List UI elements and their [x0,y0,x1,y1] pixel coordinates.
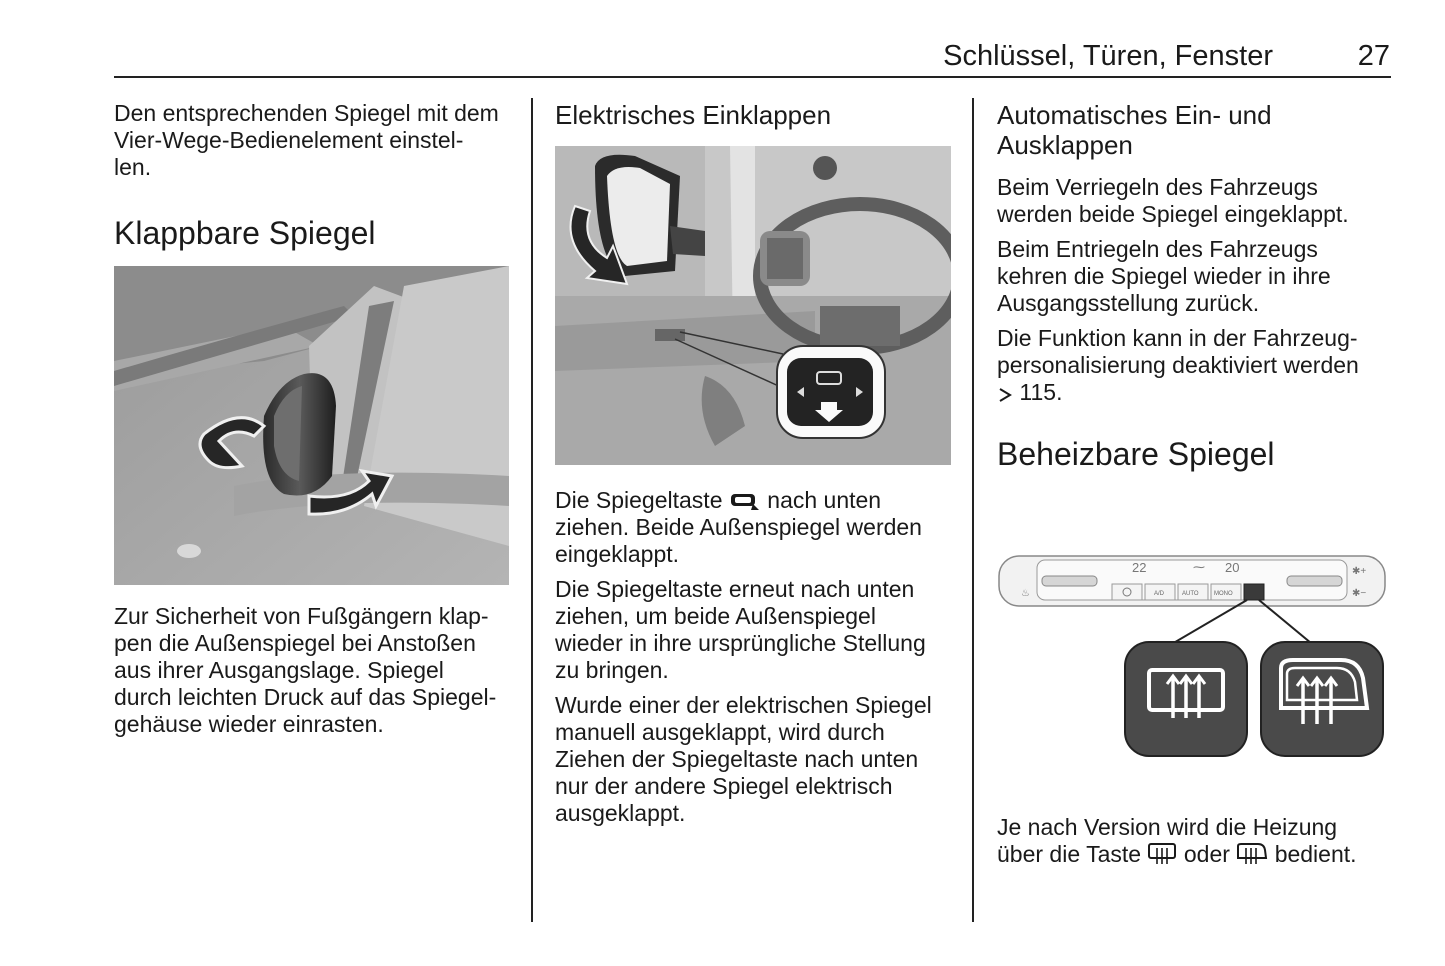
electric-folding-paragraph-2: Die Spiegeltaste erneut nach unten ziehen, um beide Außenspiegel wieder in ihre ursprüngliche Stellung zu bringen. [555,576,926,683]
illustration-electric-folding [555,146,955,465]
column-3 [997,100,1391,876]
section-heading-heated-mirrors: Beheizbare Spiegel [997,436,1275,472]
panel-temp-right: 20 [1225,560,1240,575]
page-reference[interactable]: 115 [1019,379,1057,405]
panel-temp-left: 22 [1132,560,1147,575]
rear-window-heat-icon [1147,842,1177,866]
auto-folding-paragraph-2: Beim Entriegeln des Fahrzeugs kehren die Spiegel wieder in ihre Ausgangsstellung zurück. [997,236,1331,316]
electric-folding-paragraph-3: Wurde einer der elektrischen Spiegel manuell ausgeklappt, wird durch Ziehen der Spiegeltaste nach unten nur der andere Spiegel elektrisch ausgeklappt. [555,692,932,826]
mirror-heat-icon [1236,842,1268,866]
column-divider-2 [972,98,974,922]
panel-btn-mono: MONO [1214,591,1233,597]
svg-text:⁓: ⁓ [1193,560,1205,574]
intro-paragraph: Den entsprechenden Spiegel mit dem Vier-Wege-Bedienelement einstel- len. [114,100,499,180]
header-divider [114,76,1391,78]
svg-text:✱+: ✱+ [1352,566,1367,577]
illustration-folding-mirror [114,266,514,585]
column-divider-1 [531,98,533,922]
mirror-fold-icon [729,492,761,512]
panel-btn-auto: AUTO [1182,591,1199,597]
svg-text:♨: ♨ [1021,588,1030,599]
svg-text:✱−: ✱− [1352,588,1367,599]
section-heading-electric-folding: Elektrisches Einklappen [555,100,832,130]
page-number: 27 [1357,40,1390,72]
folding-mirror-paragraph: Zur Sicherheit von Fußgängern klap- pen die Außenspiegel bei Anstoßen aus ihrer Ausgangslage. Spiegel durch leichten Druck auf das Spiegel- gehäuse wieder einrasten. [114,603,497,737]
illustration-climate-panel [997,548,1391,796]
page-reference-arrow-icon [997,386,1013,404]
section-heading-folding-mirrors: Klappbare Spiegel [114,215,376,251]
heated-mirrors-paragraph: Je nach Version wird die Heizung über die Taste oder bedient. [997,814,1357,867]
panel-btn-avd: A/D [1154,591,1165,597]
auto-folding-paragraph-1: Beim Verriegeln des Fahrzeugs werden beide Spiegel eingeklappt. [997,174,1349,227]
section-heading-automatic-folding: Automatisches Ein- und Ausklappen [997,100,1272,160]
chapter-title: Schlüssel, Türen, Fenster [943,40,1273,72]
auto-folding-paragraph-3: Die Funktion kann in der Fahrzeug- personalisierung deaktiviert werden 115. [997,325,1359,405]
column-1 [114,100,514,746]
column-2 [555,100,955,835]
electric-folding-paragraph-1: Die Spiegeltaste nach unten ziehen. Beide Außenspiegel werden eingeklappt. [555,487,922,567]
